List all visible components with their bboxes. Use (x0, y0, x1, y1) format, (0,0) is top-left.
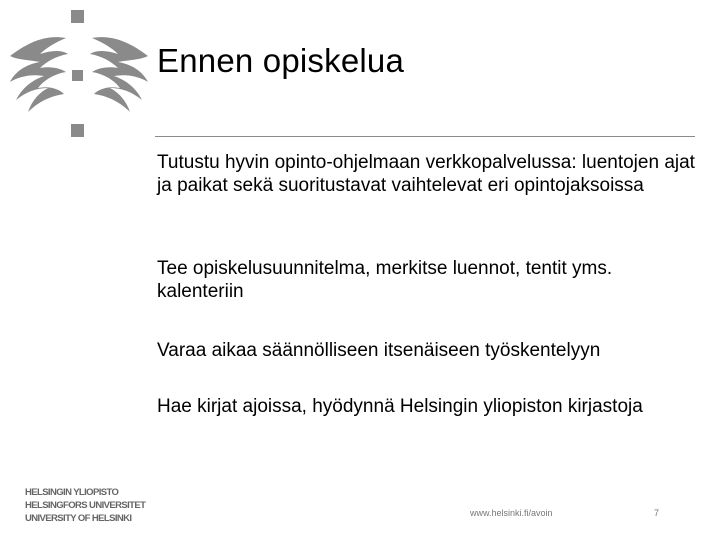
university-name-en: UNIVERSITY OF HELSINKI (25, 513, 132, 524)
bullet-item: Varaa aikaa säännölliseen itsenäiseen työskentelyyn (157, 340, 601, 361)
bullet-item: Tee opiskelusuunnitelma, merkitse luennot, tentit yms. kalenteriin (157, 258, 613, 302)
university-name-fi: HELSINGIN YLIOPISTO (25, 487, 119, 498)
page-number: 7 (654, 508, 660, 518)
bullet-item: Tutustu hyvin opinto-ohjelmaan verkkopalvelussa: luentojen ajat ja paikat sekä suoritustavat vaihtelevat eri opintojaksoissa (157, 152, 695, 196)
slide-title: Ennen opiskelua (157, 42, 405, 79)
university-logo-icon (4, 4, 154, 144)
bullet-item: Hae kirjat ajoissa, hyödynnä Helsingin yliopiston kirjastoja (157, 396, 643, 417)
university-names (25, 486, 145, 525)
footer-url: www.helsinki.fi/avoin (470, 508, 553, 518)
university-name-sv: HELSINGFORS UNIVERSITET (25, 500, 146, 511)
title-divider (155, 136, 695, 137)
